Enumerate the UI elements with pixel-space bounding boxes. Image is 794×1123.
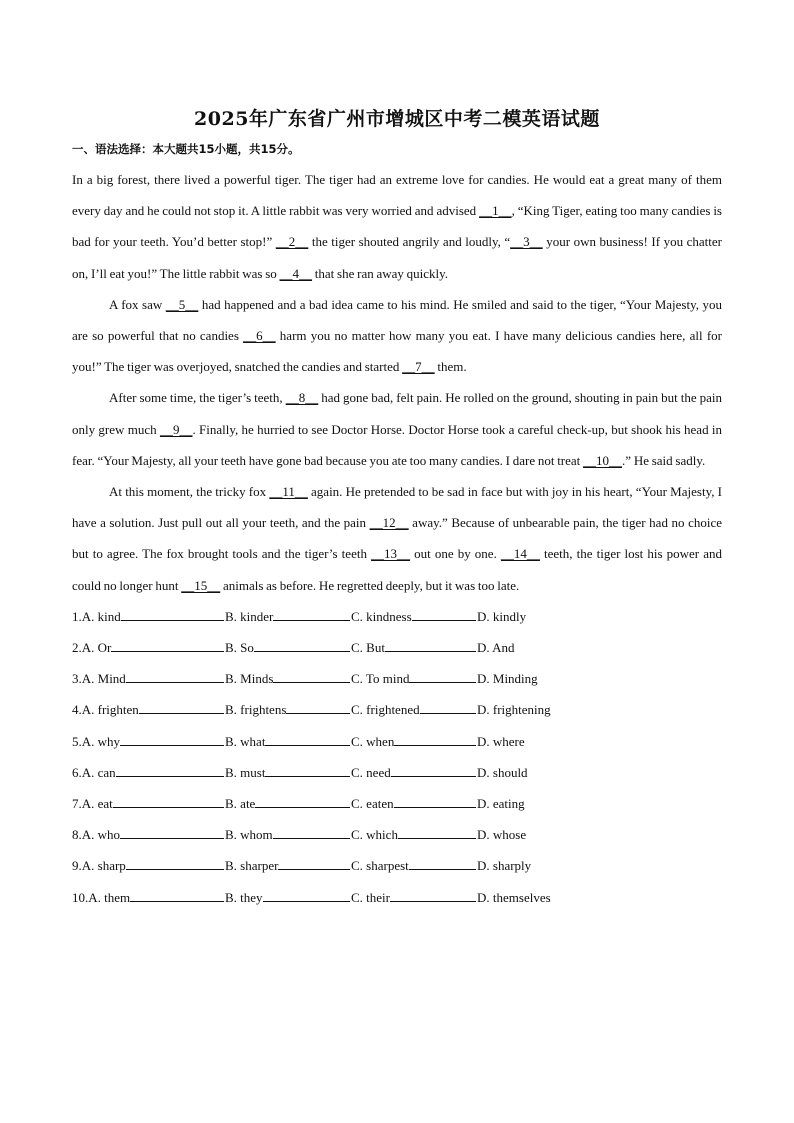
option-d xyxy=(477,882,597,913)
passage-text: A fox saw xyxy=(109,296,166,312)
question-number: 2. xyxy=(72,640,82,656)
section-heading: 一、语法选择：本大题共15小题，共15分。 xyxy=(72,142,300,156)
option-c xyxy=(351,819,477,850)
passage-text: .” He said sadly. xyxy=(622,452,706,468)
option-text: D. And xyxy=(477,640,515,656)
separator-line xyxy=(265,764,350,777)
passage-text: away.” Because of unbearable pain, the tiger had no choice but to agree. The fox brought tools and the tiger’s teeth xyxy=(72,515,722,562)
blank-number: __3__ xyxy=(510,234,543,250)
option-a xyxy=(72,601,225,632)
option-c xyxy=(351,663,477,694)
separator-line xyxy=(254,639,350,652)
separator-line xyxy=(409,857,476,870)
option-text: C. To mind xyxy=(351,671,410,687)
option-b xyxy=(225,850,351,881)
option-text: B. they xyxy=(225,889,263,905)
option-a xyxy=(72,726,225,757)
separator-line xyxy=(130,889,224,902)
passage-text: After some time, the tiger’s teeth, xyxy=(109,390,286,406)
question-row xyxy=(72,819,722,850)
question-row xyxy=(72,601,722,632)
blank-number: __12__ xyxy=(369,515,409,531)
passage-text: had happened and a bad idea came to his mind. He smiled and said to the tiger, “Your Majesty, you are so powerful that no candies xyxy=(72,296,723,344)
question-row xyxy=(72,882,722,913)
option-c xyxy=(351,757,477,788)
option-text: B. sharper xyxy=(225,858,279,874)
separator-line xyxy=(139,701,224,714)
separator-line xyxy=(391,764,476,777)
separator-line xyxy=(409,670,476,683)
option-a xyxy=(72,663,225,694)
option-text: A. them xyxy=(88,889,131,905)
option-d xyxy=(477,694,597,725)
option-text: A. Or xyxy=(81,640,112,656)
page-title: 2025年广东省广州市增城区中考二模英语试题 xyxy=(194,108,600,130)
option-text: B. kinder xyxy=(225,608,274,624)
question-number: 4. xyxy=(72,702,82,718)
reading-passage xyxy=(72,164,722,601)
option-b xyxy=(225,601,351,632)
passage-text: animals as before. He regretted deeply, but it was too late. xyxy=(220,577,520,593)
blank-number: __11__ xyxy=(269,484,308,500)
question-row xyxy=(72,788,722,819)
blank-number: __5__ xyxy=(165,296,199,312)
separator-line xyxy=(255,795,350,808)
question-row xyxy=(72,632,722,663)
question-number: 5. xyxy=(72,733,82,749)
separator-line xyxy=(394,733,476,746)
separator-line xyxy=(273,608,350,621)
separator-line xyxy=(111,639,224,652)
passage-text: teeth, the tiger lost his power and could no longer hunt xyxy=(72,546,722,593)
option-d xyxy=(477,850,597,881)
separator-line xyxy=(278,857,350,870)
option-b xyxy=(225,819,351,850)
option-b xyxy=(225,788,351,819)
option-text: A. Mind xyxy=(81,671,126,687)
option-a xyxy=(72,788,225,819)
option-c xyxy=(351,694,477,725)
option-c xyxy=(351,726,477,757)
option-text: D. kindly xyxy=(477,608,527,624)
passage-text: your own business! If you chatter on, I’ll eat you!” The little rabbit was so xyxy=(72,234,722,281)
separator-line xyxy=(126,670,224,683)
blank-number: __10__ xyxy=(583,452,623,468)
option-text: B. what xyxy=(225,733,266,749)
option-text: B. must xyxy=(225,764,266,780)
passage-paragraph xyxy=(72,164,722,289)
option-b xyxy=(225,663,351,694)
question-number: 1. xyxy=(72,608,82,624)
option-text: B. whom xyxy=(225,827,273,843)
question-row xyxy=(72,850,722,881)
option-text: B. ate xyxy=(225,795,256,811)
option-text: A. can xyxy=(81,764,116,780)
blank-number: __2__ xyxy=(275,234,309,250)
option-text: D. where xyxy=(477,733,525,749)
separator-line xyxy=(263,889,350,902)
separator-line xyxy=(120,826,224,839)
separator-line xyxy=(121,608,224,621)
question-number: 10. xyxy=(72,889,89,905)
option-text: C. frightened xyxy=(351,702,420,718)
document-page xyxy=(72,104,722,913)
option-text: A. why xyxy=(81,733,121,749)
option-text: C. But xyxy=(351,640,385,656)
separator-line xyxy=(390,889,476,902)
option-text: C. their xyxy=(351,889,390,905)
passage-text: . Finally, he hurried to see Doctor Horse. Doctor Horse took a careful check-up, but shook his head in fear. “Your Majesty, all your teeth have gone bad because you ate too many candies. I dare not treat xyxy=(72,421,723,468)
separator-line xyxy=(412,608,476,621)
option-d xyxy=(477,726,597,757)
option-text: A. frighten xyxy=(81,702,139,718)
option-text: C. kindness xyxy=(351,608,412,624)
question-number: 7. xyxy=(72,795,82,811)
passage-paragraph xyxy=(72,289,722,383)
separator-line xyxy=(265,733,350,746)
passage-text: that she ran away quickly. xyxy=(312,265,449,281)
option-d xyxy=(477,819,597,850)
blank-number: __13__ xyxy=(371,546,411,562)
option-d xyxy=(477,757,597,788)
separator-line xyxy=(273,826,350,839)
option-b xyxy=(225,757,351,788)
separator-line xyxy=(113,795,224,808)
option-a xyxy=(72,850,225,881)
option-text: D. frightening xyxy=(477,702,551,718)
passage-text: the tiger shouted angrily and loudly, “ xyxy=(308,234,511,250)
answer-options-list xyxy=(72,601,722,913)
option-b xyxy=(225,694,351,725)
option-text: D. Minding xyxy=(477,671,538,687)
option-c xyxy=(351,601,477,632)
option-d xyxy=(477,663,597,694)
passage-paragraph xyxy=(72,476,722,601)
passage-text: out one by one. xyxy=(410,546,501,562)
option-c xyxy=(351,882,477,913)
separator-line xyxy=(286,701,350,714)
option-text: D. eating xyxy=(477,795,525,811)
passage-paragraph xyxy=(72,382,722,476)
question-row xyxy=(72,726,722,757)
option-c xyxy=(351,850,477,881)
passage-text: them. xyxy=(434,359,467,375)
blank-number: __14__ xyxy=(500,546,540,562)
blank-number: __15__ xyxy=(181,577,221,593)
question-row xyxy=(72,757,722,788)
separator-line xyxy=(120,733,224,746)
option-a xyxy=(72,882,225,913)
option-text: B. Minds xyxy=(225,671,274,687)
option-text: D. should xyxy=(477,764,528,780)
option-a xyxy=(72,757,225,788)
option-text: C. which xyxy=(351,827,398,843)
question-number: 9. xyxy=(72,858,82,874)
option-text: C. sharpest xyxy=(351,858,409,874)
option-c xyxy=(351,788,477,819)
blank-number: __6__ xyxy=(243,328,276,344)
option-b xyxy=(225,882,351,913)
option-text: C. when xyxy=(351,733,395,749)
passage-text: again. He pretended to be sad in face but with joy in his heart, “Your Majesty, I have a solution. Just pull out all your teeth, and the pain xyxy=(72,484,722,531)
separator-line xyxy=(398,826,476,839)
option-text: A. eat xyxy=(81,795,113,811)
option-text: B. frightens xyxy=(225,702,287,718)
question-number: 3. xyxy=(72,671,82,687)
option-text: A. who xyxy=(81,827,121,843)
separator-line xyxy=(385,639,476,652)
passage-text: had gone bad, felt pain. He rolled on the ground, shouting in pain but the pain only grew much xyxy=(72,390,723,437)
question-row xyxy=(72,663,722,694)
blank-number: __9__ xyxy=(159,421,193,437)
blank-number: __8__ xyxy=(285,390,319,406)
passage-text: , “King Tiger, eating too many candies is bad for your teeth. You’d better stop!” xyxy=(72,203,722,250)
option-b xyxy=(225,632,351,663)
blank-number: __4__ xyxy=(279,265,313,281)
passage-text: At this moment, the tricky fox xyxy=(109,484,270,500)
option-d xyxy=(477,632,597,663)
option-text: A. sharp xyxy=(81,858,126,874)
option-a xyxy=(72,632,225,663)
separator-line xyxy=(420,701,476,714)
separator-line xyxy=(116,764,224,777)
option-a xyxy=(72,819,225,850)
option-text: D. whose xyxy=(477,827,527,843)
option-text: D. themselves xyxy=(477,889,551,905)
option-d xyxy=(477,601,597,632)
passage-text: In a big forest, there lived a powerful tiger. The tiger had an extreme love for candies. He would eat a great many of them every day and he could not stop it. A little rabbit was very worried and advised xyxy=(72,172,722,219)
option-text: B. So xyxy=(225,640,254,656)
question-number: 8. xyxy=(72,827,82,843)
option-b xyxy=(225,726,351,757)
separator-line xyxy=(394,795,476,808)
option-text: A. kind xyxy=(81,608,121,624)
option-text: D. sharply xyxy=(477,858,532,874)
question-number: 6. xyxy=(72,764,82,780)
option-text: C. need xyxy=(351,764,391,780)
option-text: C. eaten xyxy=(351,795,394,811)
separator-line xyxy=(126,857,224,870)
blank-number: __1__ xyxy=(479,203,512,219)
option-a xyxy=(72,694,225,725)
blank-number: __7__ xyxy=(402,359,435,375)
passage-text: harm you no matter how many you eat. I have many delicious candies here, all for you!” The tiger was overjoyed, snatched the candies and started xyxy=(72,328,722,375)
option-c xyxy=(351,632,477,663)
option-d xyxy=(477,788,597,819)
question-row xyxy=(72,694,722,725)
separator-line xyxy=(273,670,350,683)
